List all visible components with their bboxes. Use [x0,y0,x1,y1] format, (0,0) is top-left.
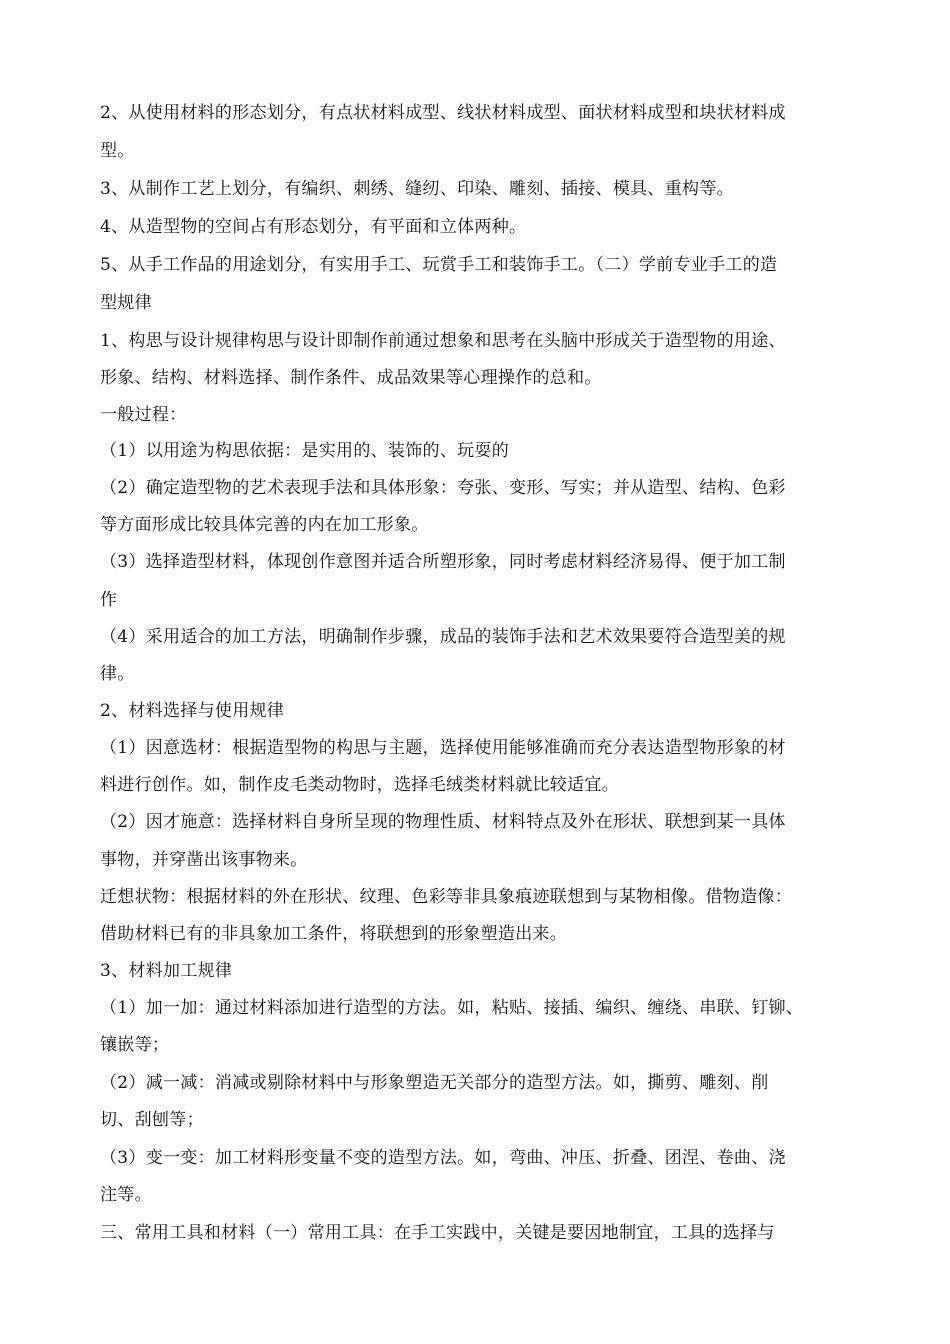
text-line: 等方面形成比较具体完善的内在加工形象。 [100,515,429,535]
text-line: 5、从手工作品的用途划分，有实用手工、玩赏手工和装饰手工。（二）学前专业手工的造 [100,255,778,275]
text-line: 料进行创作。如，制作皮毛类动物时，选择毛绒类材料就比较适宜。 [100,775,619,795]
text-line: 律。 [100,664,135,684]
text-line: 4、从造型物的空间占有形态划分，有平面和立体两种。 [100,217,527,237]
text-line: 型规律 [100,293,152,313]
text-line: 2、从使用材料的形态划分，有点状材料成型、线状材料成型、面状材料成型和块状材料成 [100,103,786,123]
text-line: （1）因意选材：根据造型物的构思与主题，选择使用能够准确而充分表达造型物形象的材 [100,738,786,758]
text-line: 注等。 [100,1185,152,1205]
text-line: 镶嵌等； [100,1035,170,1055]
text-line: 切、刮刨等； [100,1110,204,1130]
text-line: 借助材料已有的非具象加工条件，将联想到的形象塑造出来。 [100,924,568,944]
text-line: 3、材料加工规律 [100,961,233,981]
text-line: 作 [100,590,118,610]
text-line: （2）确定造型物的艺术表现手法和具体形象：夸张、变形、写实；并从造型、结构、色彩 [100,478,786,498]
text-line: （3）选择造型材料，体现创作意图并适合所塑形象，同时考虑材料经济易得、便于加工制 [100,552,786,572]
text-line: 3、从制作工艺上划分，有编织、刺绣、缝纫、印染、雕刻、插接、模具、重构等。 [100,179,734,199]
text-line: （1）以用途为构思依据：是实用的、装饰的、玩耍的 [100,441,510,461]
text-line: 事物，并穿凿出该事物来。 [100,850,308,870]
text-line: （2）因才施意：选择材料自身所呈现的物理性质、材料特点及外在形状、联想到某一具体 [100,812,786,832]
text-line: 三、常用工具和材料（一）常用工具：在手工实践中，关键是要因地制宜，工具的选择与 [100,1223,775,1243]
text-line: 2、材料选择与使用规律 [100,701,285,721]
text-line: （4）采用适合的加工方法，明确制作步骤，成品的装饰手法和艺术效果要符合造型美的规 [100,627,786,647]
text-line: 1、构思与设计规律构思与设计即制作前通过想象和思考在头脑中形成关于造型物的用途、 [100,331,786,351]
text-line: 迁想状物：根据材料的外在形状、纹理、色彩等非具象痕迹联想到与某物相像。借物造像： [100,887,792,907]
text-line: （2）减一减：消减或剔除材料中与形象塑造无关部分的造型方法。如，撕剪、雕刻、削 [100,1073,769,1093]
text-line: （3）变一变：加工材料形变量不变的造型方法。如，弯曲、冲压、折叠、团涅、卷曲、浇 [100,1148,786,1168]
text-line: 形象、结构、材料选择、制作条件、成品效果等心理操作的总和。 [100,368,602,388]
text-line: （1）加一加：通过材料添加进行造型的方法。如，粘贴、接插、编织、缠绕、串联、钉铆、 [100,998,804,1018]
text-line: 一般过程： [100,405,187,425]
text-line: 型。 [100,141,135,161]
